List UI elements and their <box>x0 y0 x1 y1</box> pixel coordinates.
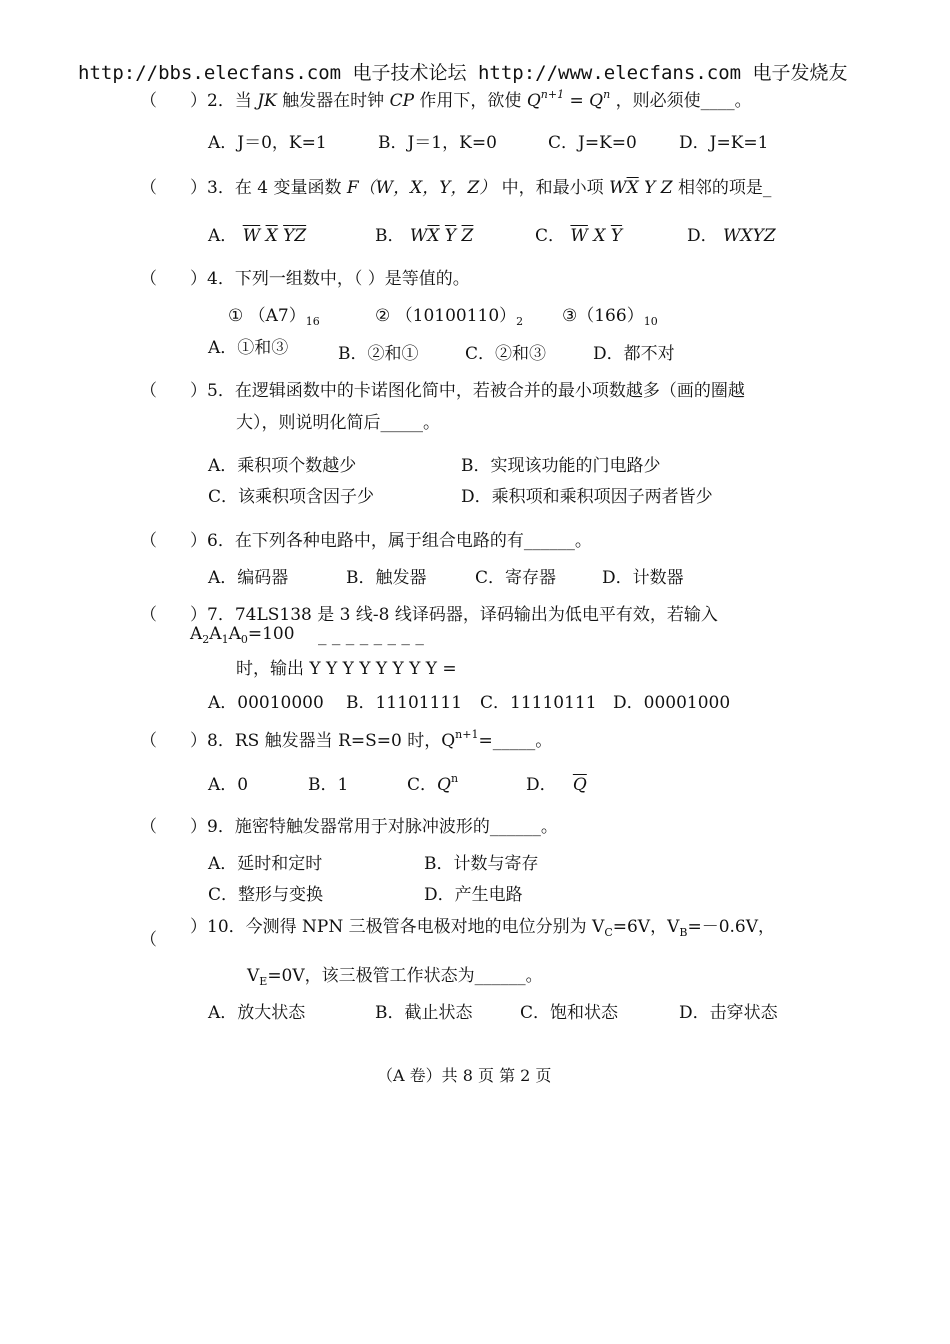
option-b: B．触发器 <box>346 568 427 588</box>
answer-paren: （ <box>140 269 157 289</box>
option-c: C．该乘积项含因子少 <box>208 487 375 507</box>
option-c: C．②和③ <box>465 344 547 364</box>
option-b: B．J＝1，K=0 <box>378 133 497 153</box>
page-footer: （A 卷）共 8 页 第 2 页 <box>377 1066 552 1085</box>
answer-paren: （ <box>140 605 157 625</box>
question-stem: ）2．当 JK 触发器在时钟 CP 作用下，欲使 $Q^{n+1} = Q^n$ ，则必须使____。 <box>190 88 752 111</box>
number-3: $③(166)_{10}$ <box>562 306 658 328</box>
question-stem: ）4．下列一组数中，（ ）是等值的。 <box>190 269 470 289</box>
answer-paren: （ <box>140 178 157 198</box>
option-c: C．寄存器 <box>475 568 557 588</box>
option-c: C．11110111 <box>480 693 597 713</box>
overline-dashes: _ _ _ _ _ _ _ _ <box>318 626 424 646</box>
number-2: ② $(10100110)_2$ <box>375 306 524 328</box>
option-c: C．$Q^n$ <box>407 772 459 795</box>
answer-paren: （ <box>140 91 157 111</box>
answer-paren: （ <box>140 817 157 837</box>
option-c: C．饱和状态 <box>520 1003 619 1023</box>
question-stem-line-2: $V_E=0V$，该三极管工作状态为______。 <box>247 966 543 988</box>
option-a: A．00010000 <box>208 693 324 713</box>
option-a: A． $\overline{W}$ $\overline{X}$ $\overline{Y}\overline{Z}$ <box>208 226 307 246</box>
option-b: B．实现该功能的门电路少 <box>461 456 661 476</box>
option-d: D． WXYZ <box>687 226 776 246</box>
option-a: A．编码器 <box>208 568 289 588</box>
number-1: ① $(A7)_{16}$ <box>228 306 320 328</box>
option-c: C． $\overline{W}$ X $\overline{Y}$ <box>535 226 623 246</box>
option-a: A．延时和定时 <box>208 854 323 874</box>
option-d: D．J=K=1 <box>679 133 769 153</box>
question-stem-line-2: 大），则说明化简后_____。 <box>236 413 440 433</box>
option-a: A．①和③ <box>208 338 289 358</box>
option-d: D．都不对 <box>593 344 675 364</box>
option-b: B．计数与寄存 <box>424 854 539 874</box>
option-a: A．放大状态 <box>208 1003 306 1023</box>
option-d: D．乘积项和乘积项因子两者皆少 <box>461 487 713 507</box>
option-c: C．J=K=0 <box>548 133 637 153</box>
minterm: $W\overline{X}$ Y Z <box>609 178 673 198</box>
question-stem-line-1: ）10．今测得 NPN 三极管各电极对地的电位分别为 $V_C=6V$，$V_B=-0.6V$， <box>190 917 776 939</box>
question-stem: ）6．在下列各种电路中，属于组合电路的有______。 <box>190 531 592 551</box>
option-d: D．00001000 <box>613 693 731 713</box>
answer-paren: （ <box>140 381 157 401</box>
formula: $Q^{n+1} = Q^n$ <box>526 88 611 111</box>
answer-paren: （ <box>140 930 157 950</box>
question-stem: ）3．在 4 变量函数 F（W，X，Y，Z） 中，和最小项 $W\overline{X}$ Y Z 相邻的项是_ <box>190 178 772 198</box>
option-a: A．乘积项个数越少 <box>208 456 357 476</box>
option-d: D．击穿状态 <box>679 1003 778 1023</box>
option-c: C．整形与变换 <box>208 885 324 905</box>
answer-paren: （ <box>140 531 157 551</box>
question-stem: ）9．施密特触发器常用于对脉冲波形的______。 <box>190 817 558 837</box>
option-a: A．0 <box>208 775 249 795</box>
input-value: $A_2A_1A_0=100$ <box>190 624 295 646</box>
question-stem-line-1: ）5．在逻辑函数中的卡诺图化简中，若被合并的最小项数越多（画的圈越 <box>190 381 745 401</box>
option-b: B．1 <box>308 775 349 795</box>
clipped-output-line: 时，输出 Y Y Y Y Y Y Y Y = <box>236 659 457 679</box>
option-a: A．J＝0，K=1 <box>208 133 327 153</box>
answer-paren: （ <box>140 731 157 751</box>
question-stem: ）8．RS 触发器当 R=S=0 时，$Q^{n+1}=\_\_\_\_\_$。 <box>190 728 553 751</box>
option-d: D．产生电路 <box>424 885 523 905</box>
option-b: B．②和① <box>338 344 419 364</box>
option-b: B．截止状态 <box>375 1003 473 1023</box>
question-stem-line-1: ）7．74LS138 是 3 线-8 线译码器，译码输出为低电平有效，若输入 <box>190 605 718 625</box>
option-d: D． $\overline{Q}$ <box>526 775 587 795</box>
page-header: http://bbs.elecfans.com 电子技术论坛 http://www.elecfans.com 电子发烧友 <box>78 62 848 84</box>
option-d: D．计数器 <box>602 568 684 588</box>
option-b: B．11101111 <box>346 693 463 713</box>
option-b: B． $W\overline{X}$ $\overline{Y}$ $\overline{Z}$ <box>375 226 474 246</box>
